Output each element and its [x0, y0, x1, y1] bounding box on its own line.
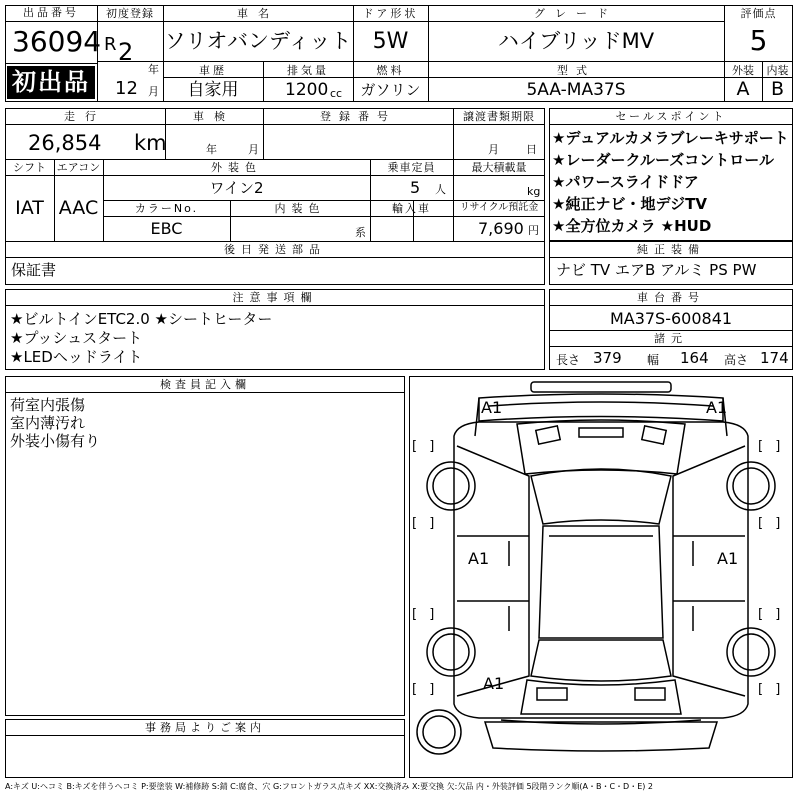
sales-point-item: ★レーダークルーズコントロール	[552, 151, 774, 169]
import-label: 輸入車	[392, 202, 431, 215]
score-label: 評価点	[740, 7, 777, 20]
damage-mark: A1	[483, 674, 505, 693]
fuel-value: ガソリン	[360, 81, 421, 99]
inspector-line: 室内薄汚れ	[10, 414, 86, 432]
recycle-label: リサイクル預託金	[459, 202, 539, 213]
car-name-label: 車名	[237, 7, 279, 20]
door-value: 5W	[372, 29, 409, 54]
displacement-label: 排気量	[287, 64, 329, 77]
inspection-month-unit: 月	[248, 143, 259, 156]
grade-label: グレード	[534, 7, 618, 20]
inspector-line: 荷室内張傷	[10, 396, 86, 414]
standard-equipment-value: ナビ TV エアB アルミ PS PW	[556, 261, 757, 279]
max-load-unit: kg	[527, 185, 541, 198]
damage-mark: A1	[706, 398, 728, 417]
bracket-mark: [ ]	[412, 516, 439, 531]
displacement-value: 1200	[285, 80, 329, 100]
month-value: 12	[115, 78, 138, 99]
bracket-mark: [ ]	[412, 682, 439, 697]
month-unit: 月	[148, 85, 159, 98]
first-reg-label: 初度登録	[106, 7, 154, 20]
grade-value: ハイブリッドMV	[497, 29, 655, 53]
transfer-month-unit: 月	[488, 143, 499, 156]
listing-number-label: 出品番号	[23, 6, 79, 19]
transfer-label: 譲渡書類期限	[463, 110, 535, 123]
interior-color-label: 内装色	[274, 202, 326, 215]
bracket-mark: [ ]	[758, 682, 785, 697]
length-label: 長さ	[556, 353, 581, 367]
note-line: ★ビルトインETC2.0 ★シートヒーター	[10, 310, 273, 328]
fuel-label: 燃料	[376, 64, 405, 77]
recycle-value: 7,690	[478, 219, 524, 238]
inspection-year-unit: 年	[206, 143, 217, 156]
width-label: 幅	[647, 353, 660, 367]
chassis-label: 車台番号	[637, 291, 705, 304]
inspector-label: 検査員記入欄	[160, 378, 250, 391]
bracket-mark: [ ]	[412, 439, 439, 454]
max-load-label: 最大積載量	[471, 161, 527, 174]
displacement-unit: cc	[330, 87, 343, 100]
sales-point-item: ★デュアルカメラブレーキサポート	[552, 129, 789, 147]
interior-value: B	[770, 78, 785, 100]
damage-mark: A1	[468, 549, 490, 568]
door-label: ドア形状	[362, 7, 419, 20]
car-diagram-drawing	[409, 376, 793, 778]
height-label: 高さ	[724, 353, 749, 367]
sales-point-item: ★全方位カメラ ★HUD	[552, 217, 712, 235]
capacity-unit: 人	[435, 183, 446, 196]
model-label: 型式	[557, 64, 595, 77]
era-letter: R	[104, 34, 117, 55]
color-no-label: カラーNo.	[134, 202, 199, 215]
bracket-mark: [ ]	[758, 516, 785, 531]
damage-mark: A1	[717, 549, 739, 568]
capacity-label: 乗車定員	[387, 161, 436, 174]
standard-equipment-label: 純正装備	[637, 243, 705, 256]
chassis-value: MA37S-600841	[609, 309, 733, 328]
history-label: 車歴	[199, 64, 227, 77]
bracket-mark: [ ]	[758, 439, 785, 454]
bracket-mark: [ ]	[758, 607, 785, 622]
sales-point-item: ★パワースライドドア	[552, 173, 699, 191]
height-value: 174	[760, 349, 789, 367]
interior-color-unit: 系	[355, 226, 366, 239]
aircon-value: AAC	[58, 197, 99, 219]
length-value: 379	[593, 349, 622, 367]
year-value: 2	[118, 38, 134, 66]
listing-number: 36094	[12, 25, 102, 58]
inspector-line: 外装小傷有り	[10, 432, 101, 450]
reg-number-label: 登録番号	[320, 110, 396, 123]
damage-mark: A1	[481, 398, 503, 417]
notes-label: 注意事項欄	[232, 291, 318, 304]
note-line: ★LEDヘッドライト	[10, 348, 143, 366]
mileage-value: 26,854	[28, 131, 102, 155]
aircon-label: エアコン	[56, 161, 101, 174]
color-no-value: EBC	[150, 219, 183, 238]
later-parts-value: 保証書	[11, 261, 57, 279]
width-value: 164	[680, 349, 709, 367]
color-label: 外装色	[211, 161, 262, 174]
interior-label: 内装	[766, 64, 789, 77]
mileage-label: 走行	[64, 110, 106, 123]
first-listing-text: 初出品	[12, 68, 90, 96]
transfer-day-unit: 日	[526, 143, 537, 156]
later-parts-label: 後日発送部品	[224, 243, 326, 256]
specs-label: 諸元	[654, 332, 688, 345]
shift-label: シフト	[13, 161, 46, 174]
capacity-value: 5	[410, 178, 421, 197]
score-value: 5	[749, 24, 768, 57]
color-value: ワイン2	[209, 179, 264, 197]
sales-point-item: ★純正ナビ・地デジTV	[552, 195, 707, 213]
sales-points-label: セールスポイント	[615, 110, 727, 123]
exterior-value: A	[736, 78, 750, 100]
year-unit: 年	[148, 63, 159, 76]
model-value: 5AA-MA37S	[526, 80, 626, 100]
car-name: ソリオバンディット	[164, 29, 352, 53]
history-value: 自家用	[187, 80, 239, 100]
recycle-unit: 円	[528, 224, 539, 237]
bracket-mark: [ ]	[412, 607, 439, 622]
legend-text: A:キズ U:ヘコミ B:キズを伴うヘコミ P:要塗装 W:補修跡 S:錆 C:腐食、穴 G:フロントガラス点キズ XX:交換済み X:要交換 欠:欠品 内・外装評価 5段階ランク順(A・B・C・D・E) 2	[5, 782, 654, 791]
inspection-label: 車検	[193, 110, 235, 123]
exterior-label: 外装	[732, 64, 754, 77]
shift-value: IAT	[15, 197, 44, 219]
mileage-unit: km	[134, 131, 167, 155]
office-label: 事務局よりご案内	[145, 721, 265, 734]
note-line: ★プッシュスタート	[10, 329, 143, 347]
